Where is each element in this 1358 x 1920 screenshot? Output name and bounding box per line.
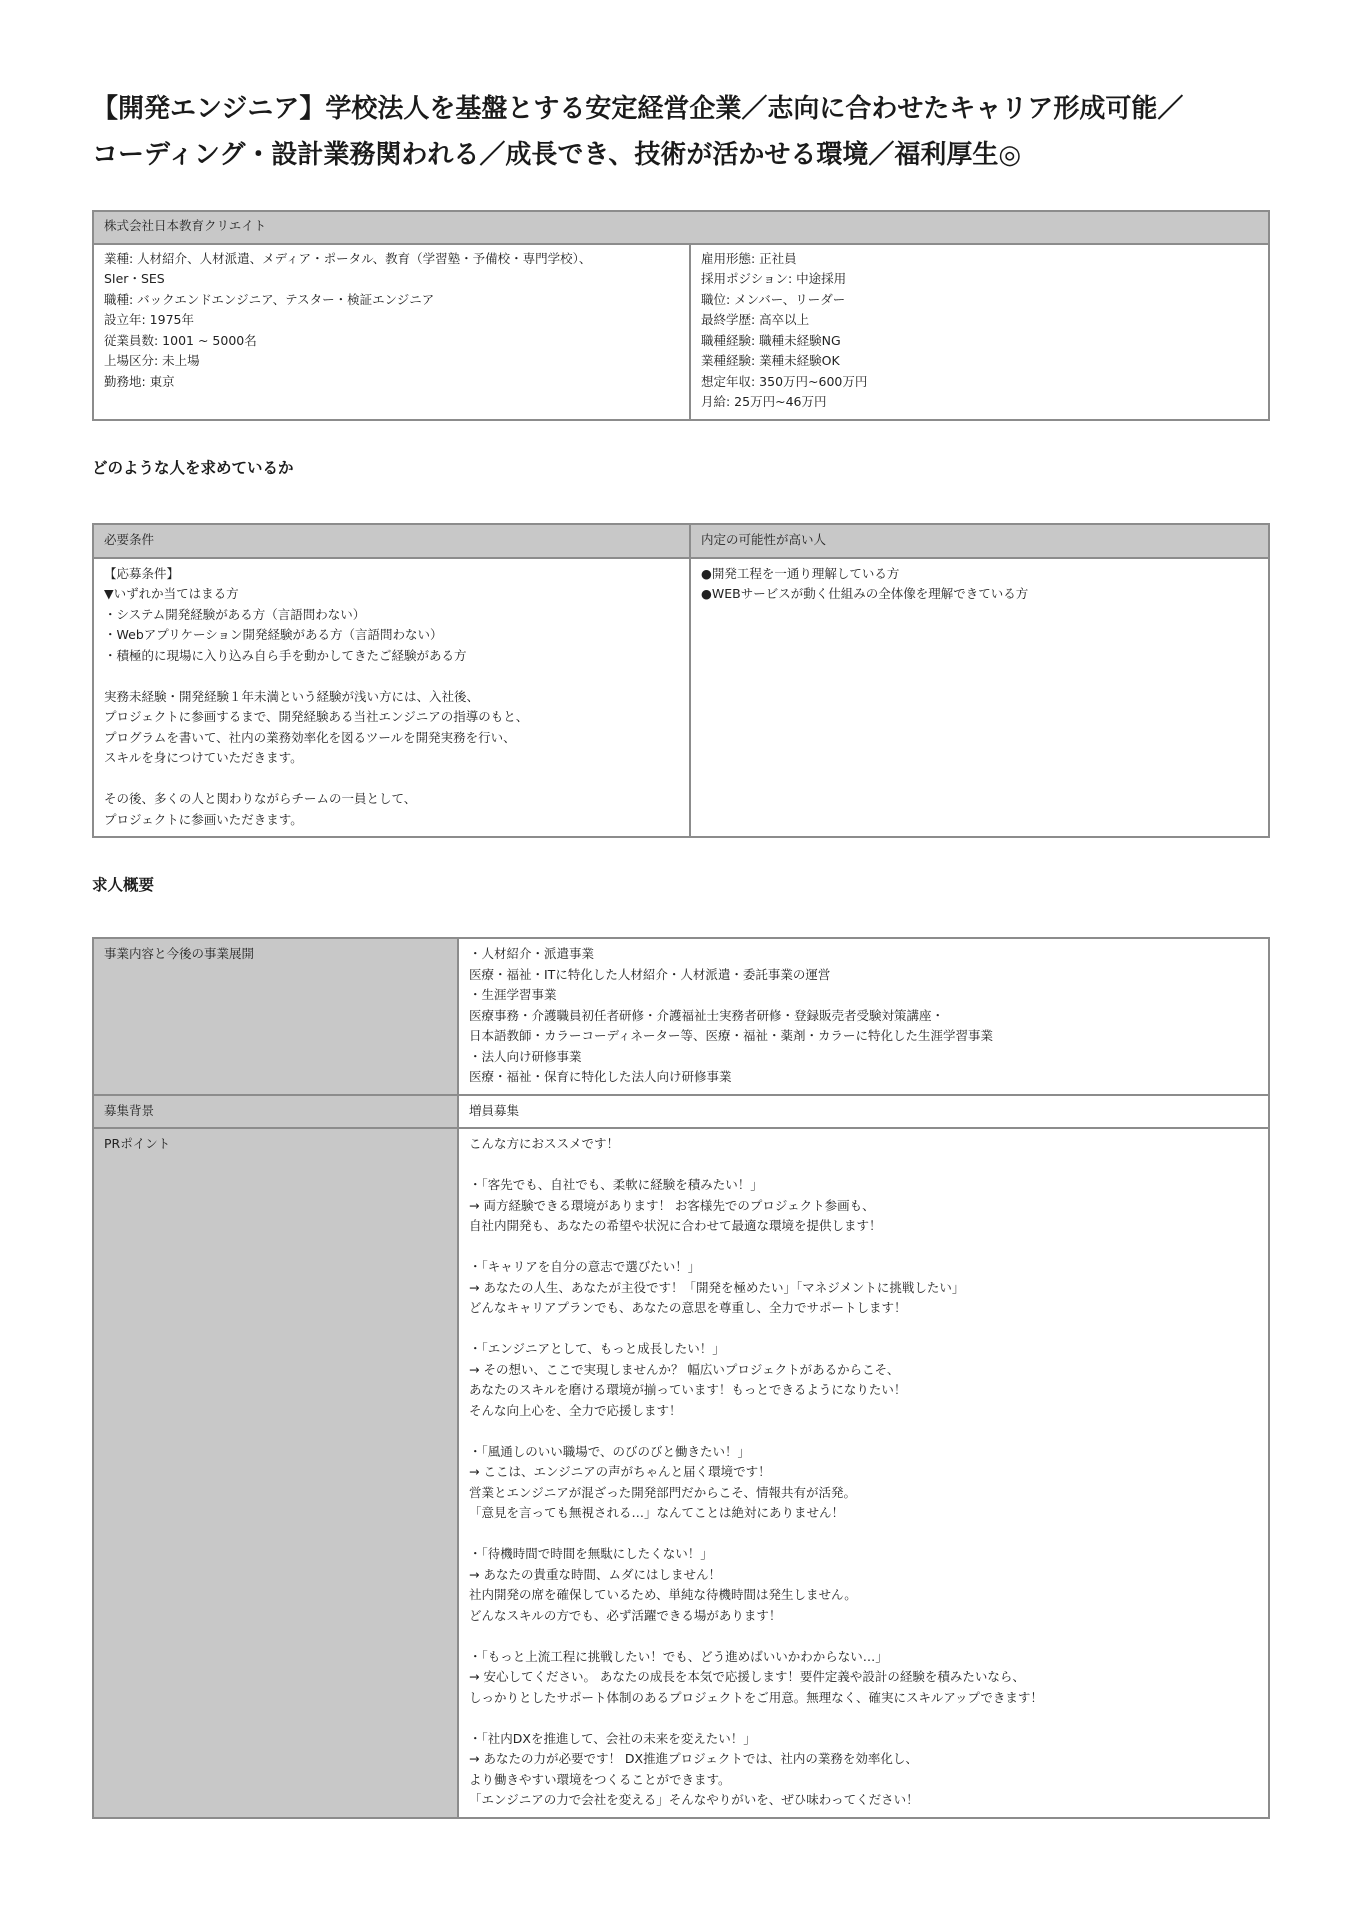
required-conditions-cell — [93, 558, 690, 838]
background-label: 募集背景 — [93, 1095, 458, 1129]
text-line: → 安心してください。 あなたの成長を本気で応援します！要件定義や設計の経験を積みたいなら、 — [469, 1669, 1025, 1684]
overview-table — [92, 937, 1270, 1819]
text-line: あなたのスキルを磨ける環境が揃っています！もっとできるようになりたい！ — [469, 1382, 907, 1397]
text-line: 採用ポジション: 中途採用 — [701, 271, 847, 286]
text-line: 業種: 人材紹介、人材派遣、メディア・ポータル、教育（学習塾・予備校・専門学校）、 — [104, 250, 592, 266]
text-line — [469, 1626, 1258, 1647]
text-line: ・「客先でも、自社でも、柔軟に経験を積みたい！」 — [469, 1177, 763, 1192]
text-line — [469, 1155, 1258, 1176]
text-line: → その想い、ここで実現しませんか？ 幅広いプロジェクトがあるからこそ、 — [469, 1361, 900, 1377]
text-line: 営業とエンジニアが混ざった開発部門だからこそ、情報共有が活発。 — [469, 1484, 856, 1500]
text-line: ●開発工程を一通り理解している方 — [701, 565, 900, 581]
text-line: ・法人向け研修事業 — [469, 1048, 582, 1064]
company-name: 株式会社日本教育クリエイト — [93, 211, 1269, 244]
text-line: → あなたの貴重な時間、ムダにはしません！ — [469, 1566, 721, 1582]
text-line: ・「風通しのいい職場で、のびのびと働きたい！」 — [469, 1443, 751, 1459]
text-line: プロジェクトに参画いただきます。 — [104, 811, 303, 827]
text-line: 医療事務・介護職員初任者研修・介護福祉士実務者研修・登録販売者受験対策講座・ — [469, 1007, 945, 1023]
requirements-table — [92, 523, 1270, 838]
text-line: 医療・福祉・保育に特化した法人向け研修事業 — [469, 1069, 732, 1084]
likely-candidates-cell — [690, 558, 1269, 838]
text-line: 想定年収: 350万円~600万円 — [701, 373, 868, 389]
text-line: ・「エンジニアとして、もっと成長したい！」 — [469, 1341, 725, 1356]
text-line: スキルを身につけていただきます。 — [104, 750, 303, 765]
text-line: ●WEBサービスが動く仕組みの全体像を理解できている方 — [701, 586, 1029, 601]
text-line: ・生涯学習事業 — [469, 987, 557, 1002]
company-details-right — [690, 244, 1269, 420]
text-line: 職種経験: 職種未経験NG — [701, 332, 841, 348]
text-line: ▼いずれか当てはまる方 — [104, 586, 239, 601]
text-line: 職種: バックエンドエンジニア、テスター・検証エンジニア — [104, 291, 435, 307]
text-line: ・人材紹介・派遣事業 — [469, 946, 595, 961]
text-line: プログラムを書いて、社内の業務効率化を図るツールを開発実務を行い、 — [104, 729, 516, 745]
page-title — [92, 86, 1292, 178]
text-line: 設立年: 1975年 — [104, 312, 194, 327]
text-line: 職位: メンバー、リーダー — [701, 291, 846, 307]
text-line — [469, 1237, 1258, 1258]
text-line: こんな方におススメです！ — [469, 1136, 620, 1151]
likely-candidates-header: 内定の可能性が高い人 — [690, 524, 1269, 558]
business-content — [458, 938, 1269, 1095]
text-line — [104, 769, 679, 790]
text-line: ・「キャリアを自分の意志で選びたい！」 — [469, 1259, 701, 1274]
text-line: 業種経験: 業種未経験OK — [701, 353, 840, 368]
text-line: 「意見を言っても無視される…」なんてことは絶対にありません！ — [469, 1505, 845, 1520]
text-line — [104, 666, 679, 687]
text-line: 自社内開発も、あなたの希望や状況に合わせて最適な環境を提供します！ — [469, 1218, 882, 1233]
pr-content — [458, 1128, 1269, 1818]
text-line: ・「待機時間で時間を無駄にしたくない！」 — [469, 1546, 713, 1561]
text-line: その後、多くの人と関わりながらチームの一員として、 — [104, 791, 417, 806]
text-line: 雇用形態: 正社員 — [701, 250, 797, 266]
text-line: 月給: 25万円~46万円 — [701, 394, 827, 409]
text-line: そんな向上心を、全力で応援します！ — [469, 1402, 682, 1418]
text-line: 【応募条件】 — [104, 565, 180, 581]
text-line: 社内開発の席を確保しているため、単純な待機時間は発生しません。 — [469, 1587, 857, 1602]
text-line: 上場区分: 未上場 — [104, 353, 200, 368]
required-conditions-header: 必要条件 — [93, 524, 690, 558]
section-heading-requirements: どのような人を求めているか — [92, 459, 294, 477]
text-line: プロジェクトに参画するまで、開発経験ある当社エンジニアの指導のもと、 — [104, 709, 529, 724]
text-line: ・Webアプリケーション開発経験がある方（言語問わない） — [104, 627, 443, 642]
text-line: → あなたの人生、あなたが主役です！「開発を極めたい」「マネジメントに挑戦したい」 — [469, 1279, 965, 1295]
text-line — [469, 1421, 1258, 1442]
text-line: SIer・SES — [104, 271, 165, 286]
company-info-table — [92, 210, 1270, 421]
text-line: 「エンジニアの力で会社を変える」そんなやりがいを、ぜひ味わってください！ — [469, 1792, 919, 1807]
text-line: 実務未経験・開発経験１年未満という経験が浅い方には、入社後、 — [104, 688, 480, 704]
text-line: → 両方経験できる環境があります！ お客様先でのプロジェクト参画も、 — [469, 1197, 875, 1213]
text-line: ・積極的に現場に入り込み自ら手を動かしてきたご経験がある方 — [104, 647, 467, 663]
text-line: 勤務地: 東京 — [104, 373, 175, 389]
text-line: 最終学歴: 高卒以上 — [701, 312, 810, 327]
business-label: 事業内容と今後の事業展開 — [93, 938, 458, 1095]
background-content: 増員募集 — [458, 1095, 1269, 1129]
text-line — [469, 1319, 1258, 1340]
text-line — [469, 1524, 1258, 1545]
text-line: 医療・福祉・ITに特化した人材紹介・人材派遣・委託事業の運営 — [469, 966, 831, 982]
text-line: どんなスキルの方でも、必ず活躍できる場があります！ — [469, 1607, 782, 1623]
text-line: → あなたの力が必要です！ DX推進プロジェクトでは、社内の業務を効率化し、 — [469, 1751, 918, 1766]
text-line: どんなキャリアプランでも、あなたの意思を尊重し、全力でサポートします！ — [469, 1300, 907, 1315]
pr-label: PRポイント — [93, 1128, 458, 1818]
text-line: 従業員数: 1001 ~ 5000名 — [104, 332, 257, 348]
text-line: ・システム開発経験がある方（言語問わない） — [104, 606, 366, 622]
title-line: コーディング・設計業務関われる／成長でき、技術が活かせる環境／福利厚生◎ — [92, 140, 1022, 170]
text-line: ・「もっと上流工程に挑戦したい！でも、どう進めばいいかわからない…」 — [469, 1648, 888, 1664]
section-heading-overview: 求人概要 — [92, 876, 155, 894]
text-line: → ここは、エンジニアの声がちゃんと届く環境です！ — [469, 1464, 771, 1479]
text-line: 日本語教師・カラーコーディネーター等、医療・福祉・薬剤・カラーに特化した生涯学習事業 — [469, 1028, 994, 1043]
title-line: 【開発エンジニア】学校法人を基盤とする安定経営企業／志向に合わせたキャリア形成可能／ — [92, 94, 1184, 124]
text-line — [469, 1708, 1258, 1729]
text-line: より働きやすい環境をつくることができます。 — [469, 1771, 731, 1787]
company-details-left — [93, 244, 690, 420]
text-line: しっかりとしたサポート体制のあるプロジェクトをご用意。無理なく、確実にスキルアップできます！ — [469, 1689, 1043, 1705]
text-line: ・「社内DXを推進して、会社の未来を変えたい！」 — [469, 1730, 756, 1746]
